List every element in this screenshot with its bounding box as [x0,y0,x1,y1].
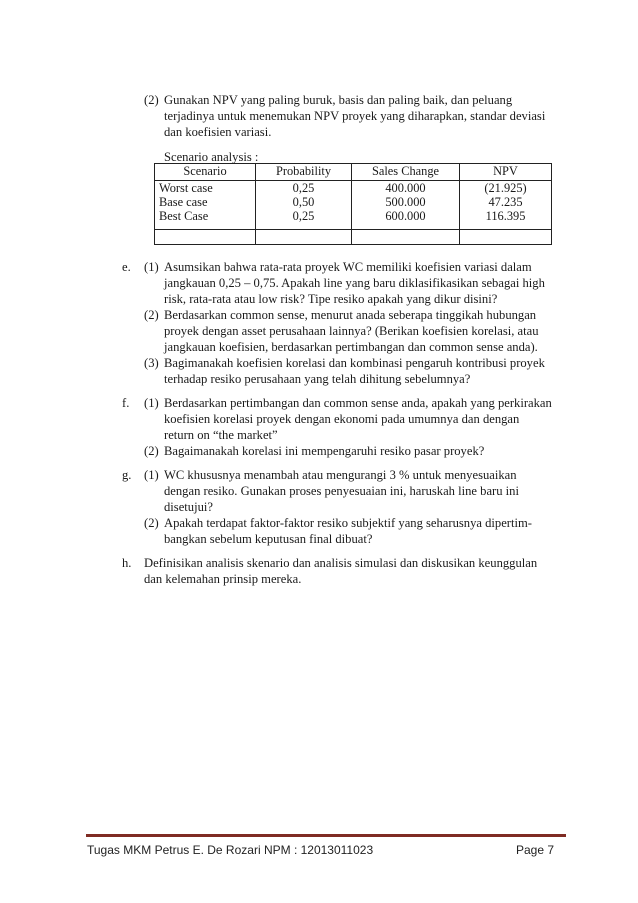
table-cell: 0,50 [292,195,315,209]
text-line: terjadinya untuk menemukan NPV proyek yang diharapkan, standar deviasi [164,109,546,123]
text-line: dan kelemahan prinsip mereka. [144,572,302,586]
table-header-row [155,164,552,181]
scenario-analysis-title: Scenario analysis : [164,150,259,164]
table-cell: 47.235 [488,195,523,209]
section-letter: e. [122,260,131,274]
item-number: (1) [144,468,159,482]
column-header: Sales Change [352,164,460,181]
scenario-table [154,163,552,245]
table-cell: Base case [159,195,208,209]
item-number: (2) [144,308,159,322]
item-number: (2) [144,93,159,107]
table-cell: (21.925) [484,181,527,195]
text-line: return on “the market” [164,428,278,442]
text-line: Definisikan analisis skenario dan analisis simulasi dan diskusikan keunggulan [144,556,538,570]
footer-text: Tugas MKM Petrus E. De Rozari NPM : 12013011023 [87,843,374,857]
text-line: koefisien korelasi proyek dengan ekonomi pada umumnya dan dengan [164,412,520,426]
text-line: Bagaimanakah korelasi ini mempengaruhi resiko pasar proyek? [164,444,485,458]
table-cell: 0,25 [292,209,315,223]
column-header: NPV [460,164,552,181]
column-header: Scenario [155,164,256,181]
item-number: (1) [144,396,159,410]
table-cell: Worst case [159,181,213,195]
table-cell [460,230,552,245]
table-cell: Best Case [159,209,209,223]
sales-change-cell [352,181,460,230]
text-line: Asumsikan bahwa rata-rata proyek WC memiliki koefisien variasi dalam [164,260,532,274]
text-line: proyek dengan asset perusahaan lainnya? (Berikan koefisien korelasi, atau [164,324,539,338]
text-line: Gunakan NPV yang paling buruk, basis dan paling baik, dan peluang [164,93,513,107]
table-cell [155,230,256,245]
table-empty-row [155,230,552,245]
npv-cell [460,181,552,230]
table-cell: 600.000 [385,209,426,223]
item-number: (1) [144,260,159,274]
text-line: Bagimanakah koefisien korelasi dan kombinasi pengaruh kontribusi proyek [164,356,545,370]
table-row [155,181,552,230]
column-header: Probability [256,164,352,181]
section-letter: g. [122,468,132,482]
text-line: dengan resiko. Gunakan proses penyesuaian ini, haruskah line baru ini [164,484,519,498]
text-line: terhadap resiko perusahaan yang telah dihitung sebelumnya? [164,372,471,386]
text-line: WC khususnya menambah atau mengurangi 3 % untuk menyesuaikan [164,468,517,482]
item-number: (2) [144,516,159,530]
footer-rule [86,834,566,837]
scenario-cell [155,181,256,230]
table-cell: 0,25 [292,181,315,195]
table-cell [256,230,352,245]
text-line: bangkan sebelum keputusan final dibuat? [164,532,373,546]
probability-cell [256,181,352,230]
table-cell: 400.000 [385,181,426,195]
section-letter: h. [122,556,132,570]
section-letter: f. [122,396,130,410]
item-number: (2) [144,444,159,458]
table-cell: 116.395 [485,209,526,223]
table-cell [352,230,460,245]
text-line: jangkauan 0,25 – 0,75. Apakah line yang baru diklasifikasikan sebagai high [164,276,545,290]
text-line: Berdasarkan common sense, menurut anada seberapa tinggikah hubungan [164,308,537,322]
text-line: risk, rata-rata atau low risk? Tipe resiko apakah yang dikur disini? [164,292,498,306]
text-line: Apakah terdapat faktor-faktor resiko subjektif yang seharusnya dipertim- [164,516,532,530]
page-number: Page 7 [516,843,555,857]
text-line: Berdasarkan pertimbangan dan common sense anda, apakah yang perkirakan [164,396,552,410]
item-number: (3) [144,356,159,370]
text-line: disetujui? [164,500,213,514]
text-line: jangkauan koefisien, berdasarkan pertimbangan dan common sense anda). [164,340,538,354]
text-line: dan koefisien variasi. [164,125,272,139]
table-cell: 500.000 [385,195,426,209]
